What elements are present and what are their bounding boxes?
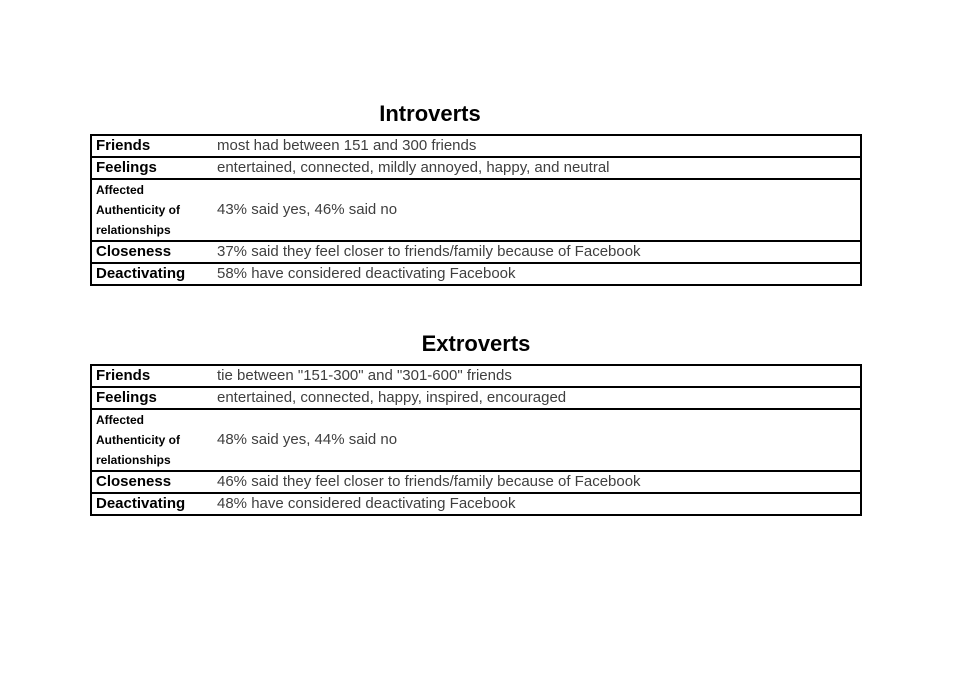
table-row-authenticity: [91, 179, 861, 241]
row-label: Closeness: [91, 241, 217, 263]
row-label: Affected Authenticity of relationships: [91, 179, 217, 241]
row-label: Friends: [91, 135, 217, 157]
row-label: Feelings: [91, 387, 217, 409]
introverts-table-title: Introverts: [379, 101, 481, 126]
row-value: 46% said they feel closer to friends/family because of Facebook: [217, 471, 861, 493]
row-value: entertained, connected, mildly annoyed, happy, and neutral: [217, 157, 861, 179]
row-value: 48% said yes, 44% said no: [217, 409, 861, 471]
row-label: Friends: [91, 365, 217, 387]
row-label: Closeness: [91, 471, 217, 493]
table-row-closeness: [91, 471, 861, 493]
table-row-deactivating: [91, 493, 861, 515]
introverts-table: [90, 134, 862, 286]
table-row-closeness: [91, 241, 861, 263]
row-value: 43% said yes, 46% said no: [217, 179, 861, 241]
table-row-feelings: [91, 157, 861, 179]
extroverts-table-title: Extroverts: [421, 331, 531, 356]
row-label: Affected Authenticity of relationships: [91, 409, 217, 471]
row-value: 48% have considered deactivating Facebook: [217, 493, 861, 515]
row-value: 37% said they feel closer to friends/family because of Facebook: [217, 241, 861, 263]
row-label: Deactivating: [91, 493, 217, 515]
extroverts-table: [90, 364, 862, 516]
table-row-authenticity: [91, 409, 861, 471]
table-row-friends: [91, 365, 861, 387]
table-row-deactivating: [91, 263, 861, 285]
table-row-friends: [91, 135, 861, 157]
row-label: Deactivating: [91, 263, 217, 285]
row-value: tie between "151-300" and "301-600" friends: [217, 365, 861, 387]
row-label: Feelings: [91, 157, 217, 179]
row-value: entertained, connected, happy, inspired, encouraged: [217, 387, 861, 409]
row-value: 58% have considered deactivating Facebook: [217, 263, 861, 285]
table-row-feelings: [91, 387, 861, 409]
row-value: most had between 151 and 300 friends: [217, 135, 861, 157]
